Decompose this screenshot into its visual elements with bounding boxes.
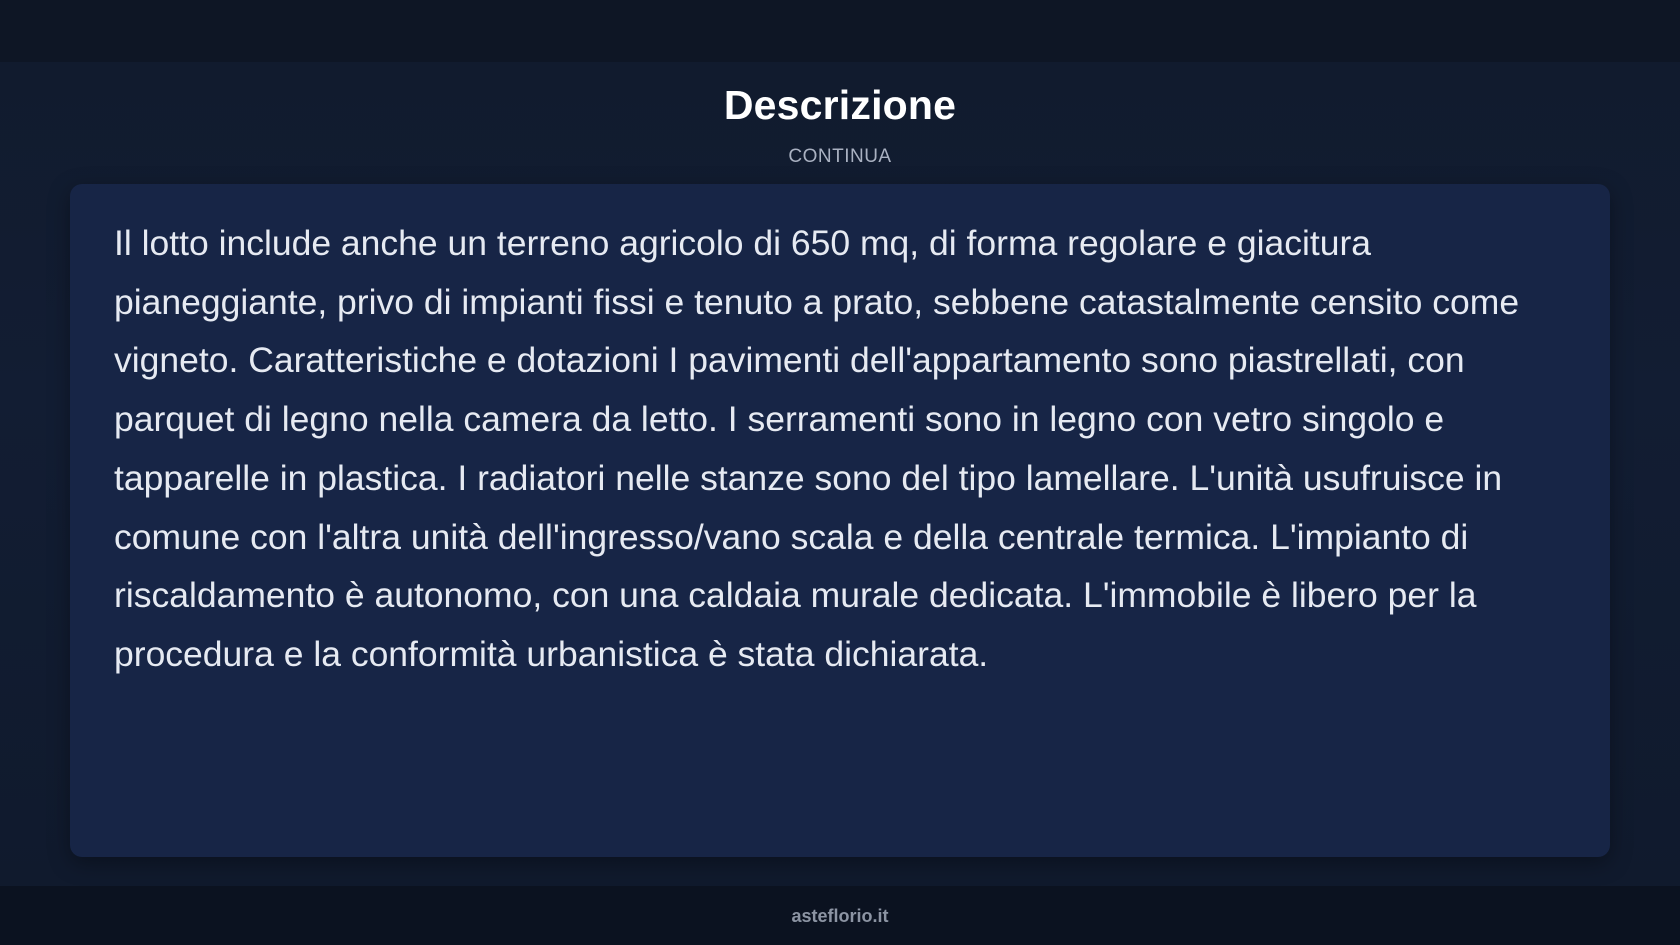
top-band: [0, 0, 1680, 62]
description-text: Il lotto include anche un terreno agricolo di 650 mq, di forma regolare e giacitura pianeggiante, privo di impianti fissi e tenuto a prato, sebbene catastalmente censito come vigneto. Caratteristiche e dotazioni I pavimenti dell'appartamento sono piastrellati, con parquet di legno nella camera da letto. I serramenti sono in legno con vetro singolo e tapparelle in plastica. I radiatori nelle stanze sono del tipo lamellare. L'unità usufruisce in comune con l'altra unità dell'ingresso/vano scala e della centrale termica. L'impianto di riscaldamento è autonomo, con una caldaia murale dedicata. L'immobile è libero per la procedura e la conformità urbanistica è stata dichiarata.: [114, 223, 1520, 674]
description-card: [70, 184, 1610, 857]
page-title: Descrizione: [723, 82, 957, 128]
page-subtitle: CONTINUA: [788, 146, 892, 167]
footer-site-name: asteflorio.it: [791, 906, 889, 926]
